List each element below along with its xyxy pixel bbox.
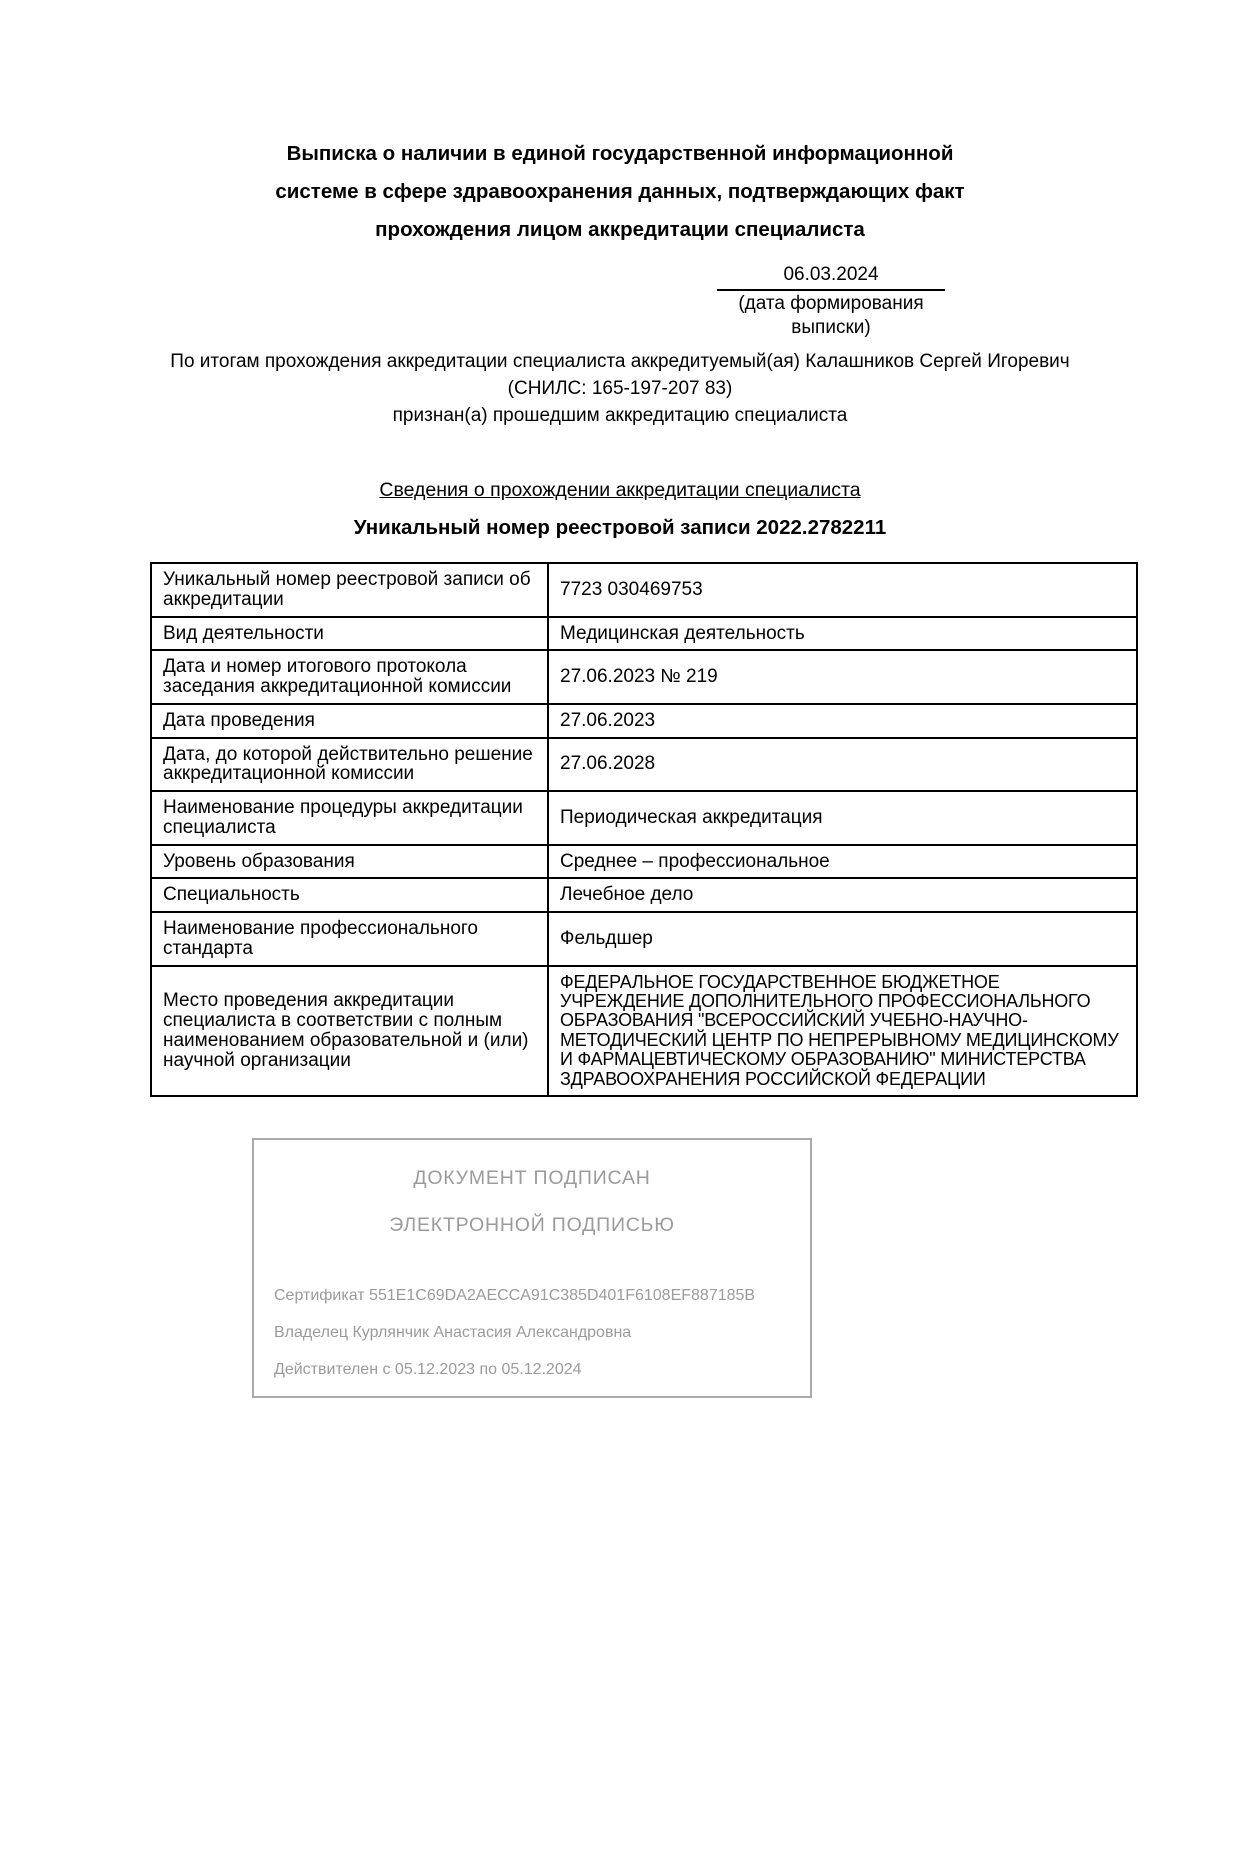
signature-owner-line: Владелец Курлянчик Анастасия Александровна [274, 1324, 632, 1342]
row-value: ФЕДЕРАЛЬНОЕ ГОСУДАРСТВЕННОЕ БЮДЖЕТНОЕ УЧРЕЖДЕНИЕ ДОПОЛНИТЕЛЬНОГО ПРОФЕССИОНАЛЬНОГО ОБРАЗОВАНИЯ "ВСЕРОССИЙСКИЙ УЧЕБНО-НАУЧНО-МЕТОДИЧЕСКИЙ ЦЕНТР ПО НЕПРЕРЫВНОМУ МЕДИЦИНСКОМУ И ФАРМАЦЕВТИЧЕСКОМУ ОБРАЗОВАНИЮ" МИНИСТЕРСТВА ЗДРАВООХРАНЕНИЯ РОССИЙСКОЙ ФЕДЕРАЦИИ [548, 966, 1137, 1097]
signature-headline-line-2: ЭЛЕКТРОННОЙ ПОДПИСЬЮ [389, 1214, 675, 1237]
row-label: Дата, до которой действительно решение аккредитационной комиссии [151, 738, 548, 792]
table-row [151, 650, 1137, 704]
row-value: 27.06.2023 [548, 704, 1137, 738]
signature-headline-line-1: ДОКУМЕНТ ПОДПИСАН [413, 1167, 651, 1190]
document-title [150, 135, 1090, 249]
table-row [151, 791, 1137, 845]
document-title-line-3: прохождения лицом аккредитации специалиста [375, 218, 865, 241]
row-value: 27.06.2023 № 219 [548, 650, 1137, 704]
extract-date-caption: (дата формирования выписки) [738, 293, 924, 338]
row-value: Периодическая аккредитация [548, 791, 1137, 845]
accreditation-table [150, 562, 1138, 1097]
table-row [151, 704, 1137, 738]
intro-line-1: По итогам прохождения аккредитации специалиста аккредитуемый(ая) Калашников Сергей Игоревич (СНИЛС: 165-197-207 83) [170, 351, 1070, 399]
extract-date-value: 06.03.2024 [717, 263, 945, 291]
registry-number-heading: Уникальный номер реестровой записи 2022.2782211 [353, 516, 887, 539]
table-row [151, 738, 1137, 792]
signature-certificate-line: Сертификат 551E1C69DA2AECCA91C385D401F6108EF887185B [274, 1287, 756, 1305]
signature-validity-line: Действителен с 05.12.2023 по 05.12.2024 [274, 1361, 582, 1379]
row-label: Дата и номер итогового протокола заседания аккредитационной комиссии [151, 650, 548, 704]
table-row [151, 912, 1137, 966]
document-title-line-2: системе в сфере здравоохранения данных, подтверждающих факт [275, 180, 965, 203]
section-heading: Сведения о прохождении аккредитации специалиста [379, 479, 861, 501]
row-value: Лечебное дело [548, 878, 1137, 912]
digital-signature-stamp [252, 1138, 812, 1398]
table-row [151, 563, 1137, 617]
row-value: Фельдшер [548, 912, 1137, 966]
row-label: Уникальный номер реестровой записи об аккредитации [151, 563, 548, 617]
intro-line-2: признан(а) прошедшим аккредитацию специалиста [392, 405, 848, 426]
row-value: Медицинская деятельность [548, 617, 1137, 651]
table-row [151, 966, 1137, 1097]
row-label: Вид деятельности [151, 617, 548, 651]
row-label: Наименование профессионального стандарта [151, 912, 548, 966]
document-title-line-1: Выписка о наличии в единой государственной информационной [286, 142, 954, 165]
intro-paragraph [150, 348, 1090, 429]
blank-area [150, 1398, 1090, 1828]
table-row [151, 845, 1137, 879]
row-label: Уровень образования [151, 845, 548, 879]
row-value: Среднее – профессиональное [548, 845, 1137, 879]
table-row [151, 617, 1137, 651]
table-row [151, 878, 1137, 912]
row-label: Наименование процедуры аккредитации специалиста [151, 791, 548, 845]
row-label: Место проведения аккредитации специалиста в соответствии с полным наименованием образовательной и (или) научной организации [151, 966, 548, 1097]
extract-date-block [717, 263, 945, 340]
row-value: 27.06.2028 [548, 738, 1137, 792]
row-label: Специальность [151, 878, 548, 912]
row-label: Дата проведения [151, 704, 548, 738]
row-value: 7723 030469753 [548, 563, 1137, 617]
